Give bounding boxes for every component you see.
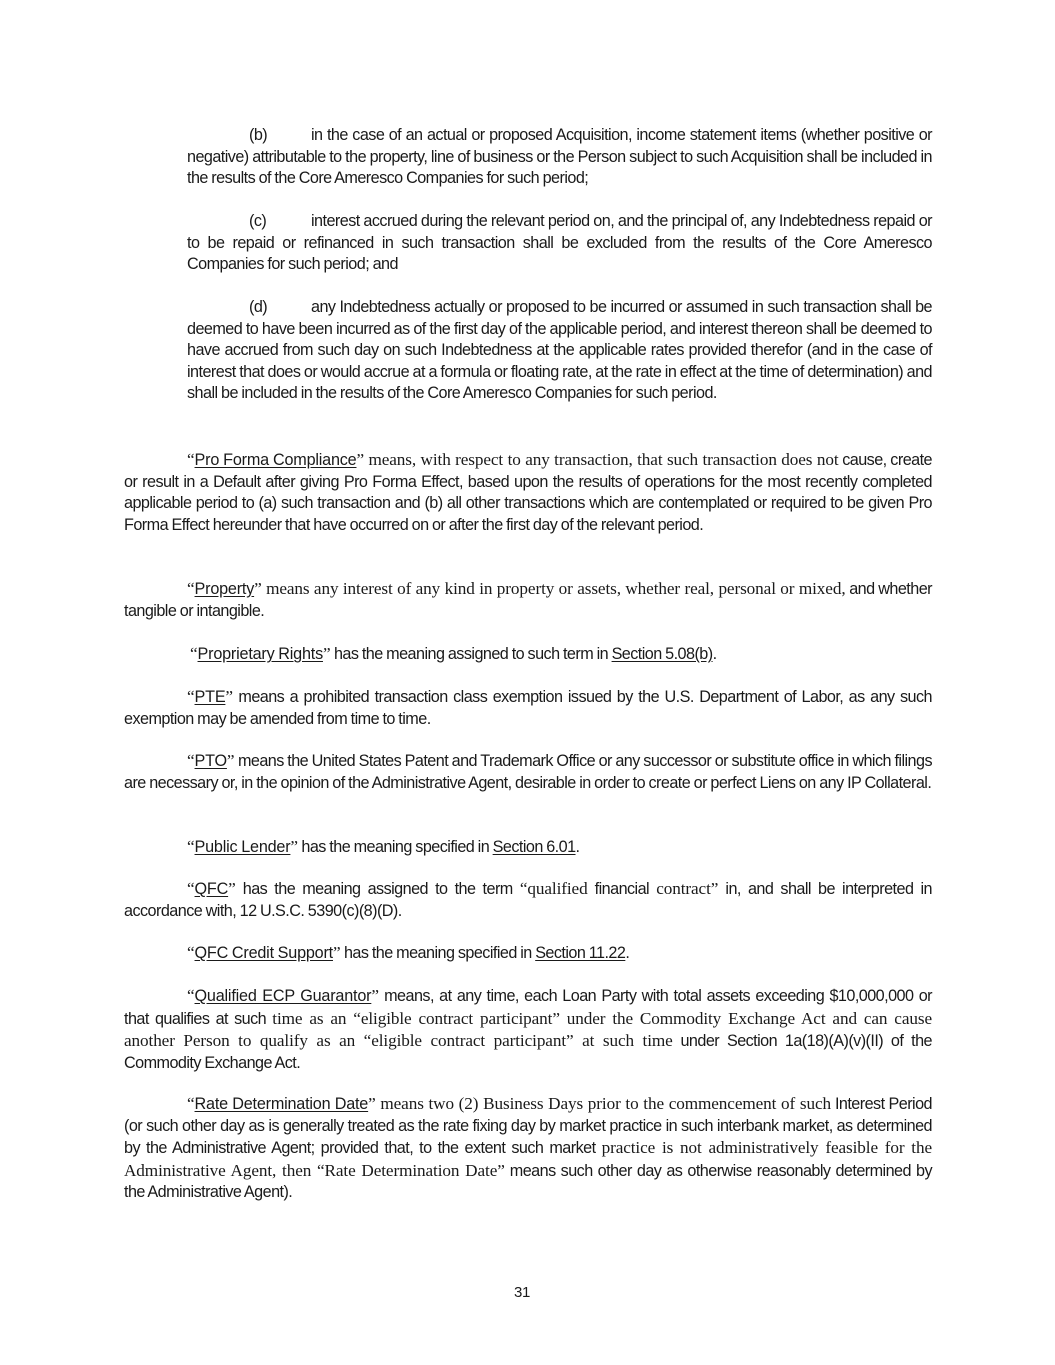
- defined-term: PTE: [194, 688, 226, 706]
- subitem-label: (c): [249, 212, 267, 230]
- quoted-term: financial: [587, 880, 657, 898]
- open-quote: “: [187, 879, 195, 898]
- subitem-text: in the case of an actual or proposed Acquisition, income statement items (whether positive or negative) attributable to the property, line of business or the Person subject to such Acquisition shall be included in the results of the Core Ameresco Companies for such period;: [187, 126, 932, 188]
- section-reference-link[interactable]: Section 11.22: [535, 944, 626, 962]
- close-quote: ”: [322, 644, 331, 663]
- open-quote: “: [187, 579, 195, 598]
- close-quote: ”: [226, 751, 235, 770]
- open-quote: “: [187, 943, 195, 962]
- section-reference-link[interactable]: Section 6.01: [492, 838, 576, 856]
- definition-text: means, at any time, each Loan Party with total assets exceeding $10,000,000 or that qualifies at such: [124, 987, 932, 1028]
- definition-rate-determination-date: [124, 1093, 932, 1204]
- quoted-term: “qualified: [519, 879, 588, 898]
- open-quote: “: [187, 837, 195, 856]
- defined-term: PTO: [194, 752, 227, 770]
- defined-term: QFC: [194, 880, 229, 898]
- definition-public-lender: [124, 836, 932, 859]
- punctuation: .: [712, 645, 717, 663]
- definition-text: in, and shall be interpreted in accordance with, 12 U.S.C. 5390(c)(8)(D).: [124, 880, 933, 920]
- definition-text: has the meaning assigned to the term: [235, 880, 520, 898]
- open-quote: “: [187, 1094, 195, 1113]
- subitem-label: (b): [249, 126, 268, 144]
- subitem-label: (d): [249, 298, 268, 316]
- close-quote: ”: [371, 986, 379, 1005]
- open-quote: “: [187, 450, 195, 469]
- close-quote: ”: [368, 1094, 376, 1113]
- subitem-text: interest accrued during the relevant period on, and the principal of, any Indebtedness repaid or to be repaid or refinanced in such transaction shall be excluded from the results of the Core Ameresco Companies for such period; and: [187, 212, 932, 274]
- definition-text: cause, create or result in a Default after giving Pro Forma Effect, based upon the results of operations for the most recently completed applicable period to (a) such transaction and (b) all other transactions which are contemplated or required to be given Pro Forma Effect hereunder that have occurred on or after the first day of the relevant period.: [124, 451, 932, 534]
- close-quote: ”: [254, 579, 262, 598]
- definition-qualified-ecp-guarantor: [124, 985, 932, 1074]
- subitem-text: any Indebtedness actually or proposed to be incurred or assumed in such transaction shall be deemed to have been incurred as of the first day of the applicable period, and interest thereon shall be deemed to have accrued from such day on such Indebtedness at the applicable rates provided therefor (and in the case of interest that does or would accrue at a formula or floating rate, at the rate in effect at the time of determination) and shall be included in the results of the Core Ameresco Companies for such period.: [187, 298, 932, 403]
- close-quote: ”: [228, 879, 236, 898]
- section-reference-link[interactable]: Section 5.08(b): [611, 645, 713, 663]
- defined-term: Qualified ECP Guarantor: [194, 987, 372, 1005]
- quoted-term: contract”: [656, 879, 719, 898]
- definition-qfc: [124, 878, 932, 922]
- definition-text: time as an “eligible contract participant” under the Commodity Exchange Act and can cause another Person to qualify as an “eligible contract participant” at such time: [124, 1008, 932, 1051]
- definition-text: means two (2) Business Days prior to the commencement of such: [375, 1094, 831, 1113]
- definition-qfc-credit-support: [124, 942, 932, 965]
- page-number: 31: [514, 1284, 530, 1301]
- defined-term: Property: [194, 580, 255, 598]
- definition-text: means any interest of any kind in property or assets, whether real, personal or mixed,: [261, 579, 846, 598]
- definition-pte: [124, 686, 932, 730]
- definition-text: and whether tangible or intangible.: [124, 580, 932, 620]
- open-quote: “: [187, 687, 195, 706]
- defined-term: Public Lender: [194, 838, 291, 856]
- defined-term: Rate Determination Date: [194, 1095, 369, 1113]
- defined-term: QFC Credit Support: [194, 944, 333, 962]
- close-quote: ”: [332, 943, 341, 962]
- definition-text: means the United States Patent and Trademark Office or any successor or substitute office in which filings are necessary or, in the opinion of the Administrative Agent, desirable in order to create or perfect Liens on any IP Collateral.: [124, 752, 932, 792]
- definition-text: means, with respect to any transaction, that such transaction does not: [364, 450, 839, 469]
- definition-proprietary-rights: [124, 643, 932, 666]
- definition-pro-forma-compliance: [124, 449, 932, 536]
- definition-text: Interest Period (or such other day as is generally treated as the rate fixing day by market practice in such interbank market, as determined by the Administrative Agent; provided that, to the extent such market: [124, 1095, 932, 1158]
- definition-text: has the meaning specified in: [297, 838, 493, 856]
- subitem-d: [187, 297, 932, 405]
- definition-text: has the meaning specified in: [340, 944, 536, 962]
- definition-property: [124, 578, 932, 622]
- definition-text: means such other day as otherwise reasonably determined by the Administrative Agent).: [124, 1161, 932, 1202]
- subitem-c: [187, 211, 932, 276]
- open-quote: “: [190, 644, 198, 663]
- defined-term: Pro Forma Compliance: [194, 451, 357, 469]
- definition-pto: [124, 750, 932, 794]
- definition-text: practice is not administratively feasible for the Administrative Agent, then “Rate Determination Date”: [124, 1138, 932, 1180]
- close-quote: ”: [356, 450, 365, 469]
- subitem-b: [187, 125, 932, 190]
- definition-text: has the meaning assigned to such term in: [330, 645, 612, 663]
- open-quote: “: [187, 986, 195, 1005]
- definition-text: under Section 1a(18)(A)(v)(II) of the Commodity Exchange Act.: [124, 1032, 932, 1072]
- close-quote: ”: [225, 687, 233, 706]
- defined-term: Proprietary Rights: [197, 645, 323, 663]
- definition-text: means a prohibited transaction class exemption issued by the U.S. Department of Labor, as any such exemption may be amended from time to time.: [124, 688, 932, 728]
- open-quote: “: [187, 751, 195, 770]
- close-quote: ”: [290, 837, 298, 856]
- punctuation: .: [575, 838, 580, 856]
- punctuation: .: [625, 944, 630, 962]
